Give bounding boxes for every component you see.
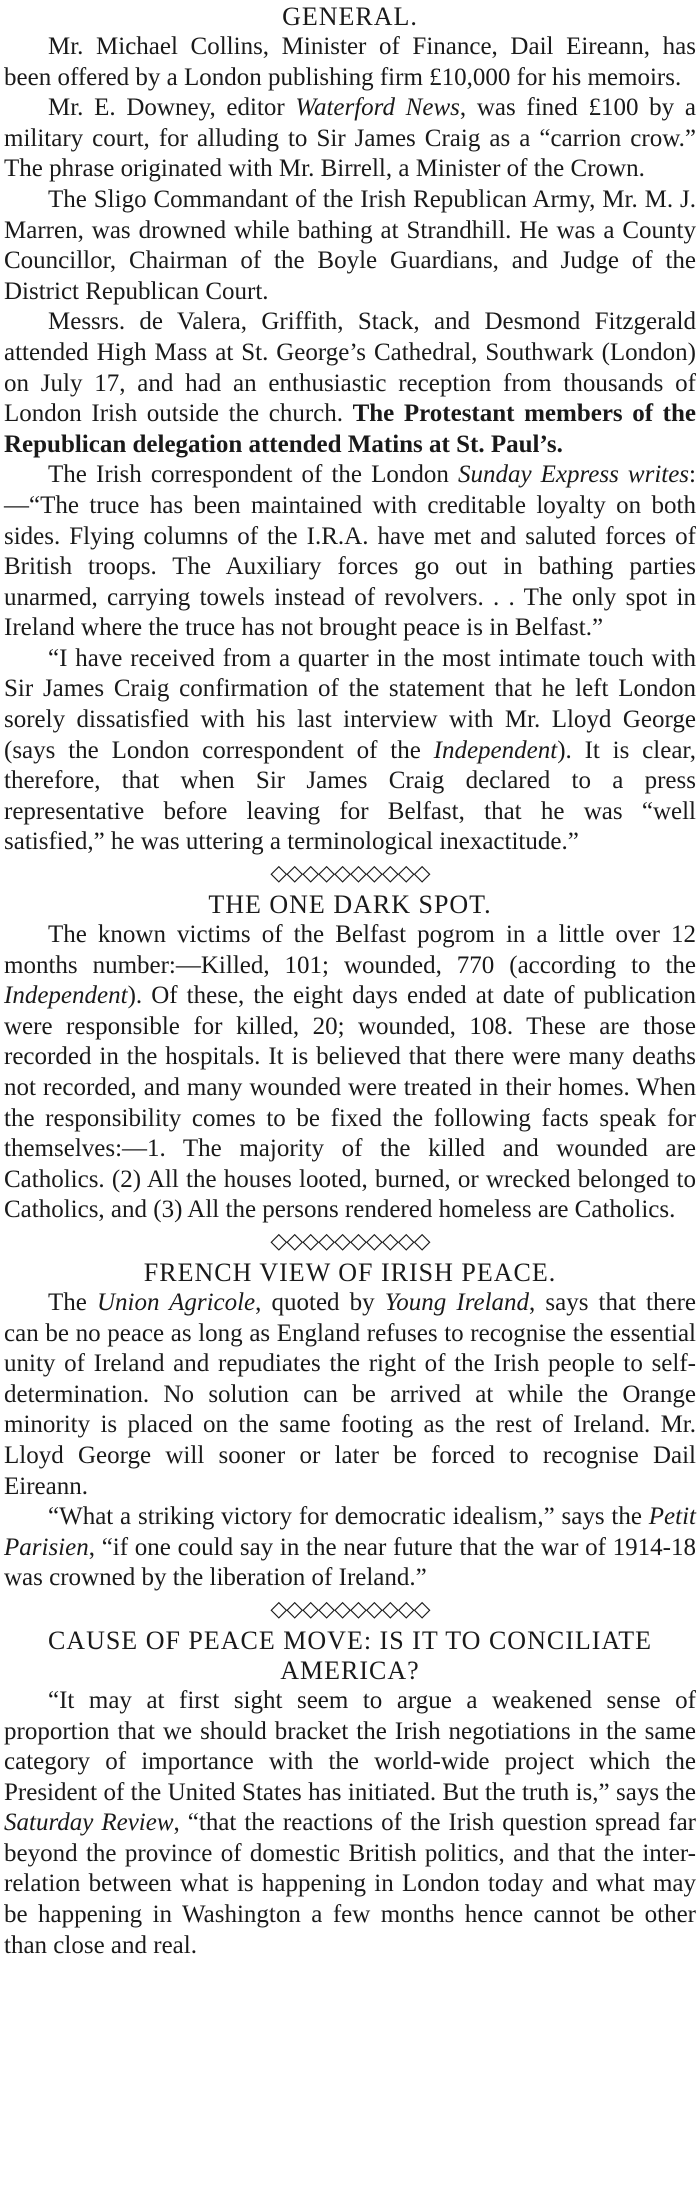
italic-text: Union Agricole — [96, 1288, 256, 1316]
article-paragraph: The Sligo Commandant of the Irish Republican Army, Mr. M. J. Marren, was drowned while bathing at Strandhill. He was a County Councillor, Chairman of the Boyle Guardians, and Judge of the District Republican Court. — [4, 185, 696, 305]
section-heading: THE ONE DARK SPOT. — [208, 890, 492, 920]
section-divider: ◇◇◇◇◇◇◇◇◇◇ — [270, 860, 430, 886]
article-paragraph: “What a striking victory for democratic idealism,” says the Petit Parisien, “if one could say in the near future that the war of 1914-18 was crowned by the liberation of Ireland.” — [4, 1503, 696, 1592]
article-section — [4, 1626, 696, 1961]
article-paragraph: “It may at first sight seem to argue a weakened sense of proportion that we should bracket the Irish negotiations in the same category of importance with the world-wide project which the President of the United States has initiated. But the truth is,” says the Saturday Review, “that the reactions of the Irish question spread far beyond the province of domestic British politics, and that the inter-relation between what is happening in London today and what may be happening in Washington a few months hence cannot be other than close and real. — [4, 1686, 697, 1959]
italic-text: Independent — [433, 736, 558, 764]
section-divider: ◇◇◇◇◇◇◇◇◇◇ — [270, 1595, 430, 1621]
article-section — [4, 890, 696, 1226]
article-paragraph: Messrs. de Valera, Griffith, Stack, and Desmond Fitzgerald attended High Mass at St. George’s Cathedral, Southwark (London) on July 17, and had an enthusiastic reception from thousands of London Irish outside the church. The Protestant members of the Republican delegation attended Matins at St. Paul’s. — [4, 308, 696, 458]
article-paragraph: Mr. E. Downey, editor Waterford News, was fined £100 by a military court, for alluding to Sir James Craig as a “carrion crow.” The phrase originated with Mr. Birrell, a Minister of the Crown. — [4, 94, 696, 183]
italic-text: Young Ireland — [384, 1288, 530, 1316]
section-heading: GENERAL. — [282, 2, 418, 31]
italic-text: Petit Parisien — [4, 1503, 696, 1561]
section-divider: ◇◇◇◇◇◇◇◇◇◇ — [270, 1227, 430, 1253]
italic-text: Saturday Review — [4, 1809, 174, 1837]
italic-text: Sunday Express writes — [457, 461, 690, 489]
italic-text: Waterford News — [295, 94, 460, 122]
italic-text: Independent — [4, 982, 128, 1010]
article-paragraph: The Union Agricole, quoted by Young Ireland, says that there can be no peace as long as England refuses to recognise the essential unity of Ireland and repudiates the right of the Irish people to self-determination. No solution can be arrived at while the Orange minority is placed on the same footing as the rest of Ireland. Mr. Lloyd George will sooner or later be forced to recognise Dail Eireann. — [4, 1288, 697, 1500]
bold-text: The Protestant members of the Republican delegation attended Matins at St. Paul’s. — [4, 400, 696, 458]
article-paragraph: The Irish correspondent of the London Sunday Express writes:—“The truce has been maintained with creditable loyalty on both sides. Flying columns of the I.R.A. have met and saluted forces of British troops. The Auxiliary forces go out in bathing parties unarmed, carrying towels instead of revolvers. . . The only spot in Ireland where the truce has not brought peace is in Belfast.” — [4, 461, 696, 642]
section-heading: CAUSE OF PEACE MOVE: IS IT TO CONCILIATE AMERICA? — [47, 1625, 653, 1685]
article-paragraph: The known victims of the Belfast pogrom in a little over 12 months number:—Killed, 101; wounded, 770 (according to the Independent). Of these, the eight days ended at date of publication were responsible for killed, 20; wounded, 108. These are those recorded in the hospitals. It is believed that there were many deaths not recorded, and many wounded were treated in their homes. When the responsibility comes to be fixed the following facts speak for themselves:—1. The majority of the killed and wounded are Catholics. (2) All the houses looted, burned, or wrecked belonged to Catholics, and (3) All the persons rendered homeless are Catholics. — [4, 921, 696, 1224]
article-paragraph: “I have received from a quarter in the most intimate touch with Sir James Craig confirmation of the statement that he left London sorely dissatisfied with his last interview with Mr. Lloyd George (says the London correspondent of the Independent). It is clear, therefore, that when Sir James Craig declared to a press representative before leaving for Belfast, that he was “well satisfied,” he was uttering a terminological inexactitude.” — [4, 644, 696, 856]
article-section — [4, 1258, 696, 1594]
section-heading: FRENCH VIEW OF IRISH PEACE. — [143, 1257, 557, 1287]
article-paragraph: Mr. Michael Collins, Minister of Finance, Dail Eireann, has been offered by a London publishing firm £10,000 for his memoirs. — [4, 33, 696, 91]
article-section — [4, 2, 696, 858]
